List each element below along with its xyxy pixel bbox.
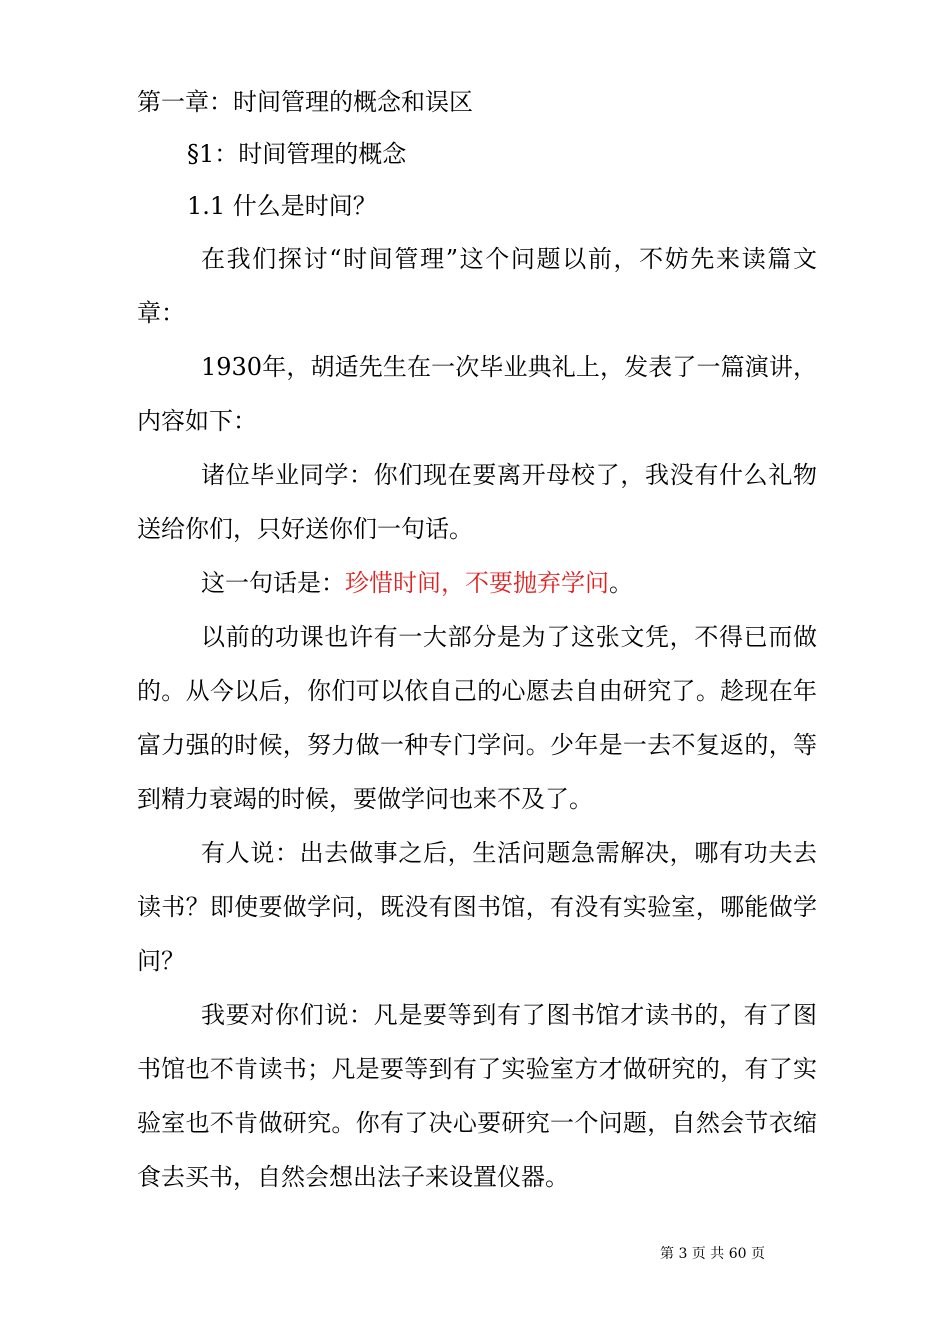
quote-suffix: 。 xyxy=(609,569,633,597)
paragraph: 以前的功课也许有一大部分是为了这张文凭，不得已而做的。从今以后，你们可以依自己的心愿去自由研究了。趁现在年富力强的时候，努力做一种专门学问。少年是一去不复返的，等到精力衰竭的时候，要做学问也来不及了。 xyxy=(137,623,817,813)
quote-line xyxy=(137,556,817,610)
paragraph: 在我们探讨“时间管理”这个问题以前，不妨先来读篇文章： xyxy=(137,245,817,327)
paragraph: 诸位毕业同学：你们现在要离开母校了，我没有什么礼物送给你们，只好送你们一句话。 xyxy=(137,461,817,543)
paragraph: 我要对你们说：凡是要等到有了图书馆才读书的，有了图书馆也不肯读书；凡是要等到有了实验室方才做研究的，有了实验室也不肯做研究。你有了决心要研究一个问题，自然会节衣缩食去买书，自然会想出法子来设置仪器。 xyxy=(137,1001,817,1191)
subsection-title: 1.1 什么是时间？ xyxy=(187,192,377,220)
quote-prefix: 这一句话是： xyxy=(201,569,345,597)
quote-highlight: 珍惜时间，不要抛弃学问 xyxy=(345,569,609,597)
chapter-title: 第一章：时间管理的概念和误区 xyxy=(137,88,473,116)
page-number-footer: 第 3 页 共 60 页 xyxy=(660,1246,765,1262)
paragraph: 1930年，胡适先生在一次毕业典礼上，发表了一篇演讲，内容如下： xyxy=(137,353,817,435)
paragraph: 有人说：出去做事之后，生活问题急需解决，哪有功夫去读书？即使要做学问，既没有图书馆，有没有实验室，哪能做学问？ xyxy=(137,839,817,975)
section-title: §1：时间管理的概念 xyxy=(187,140,407,168)
document-body xyxy=(137,76,817,1204)
